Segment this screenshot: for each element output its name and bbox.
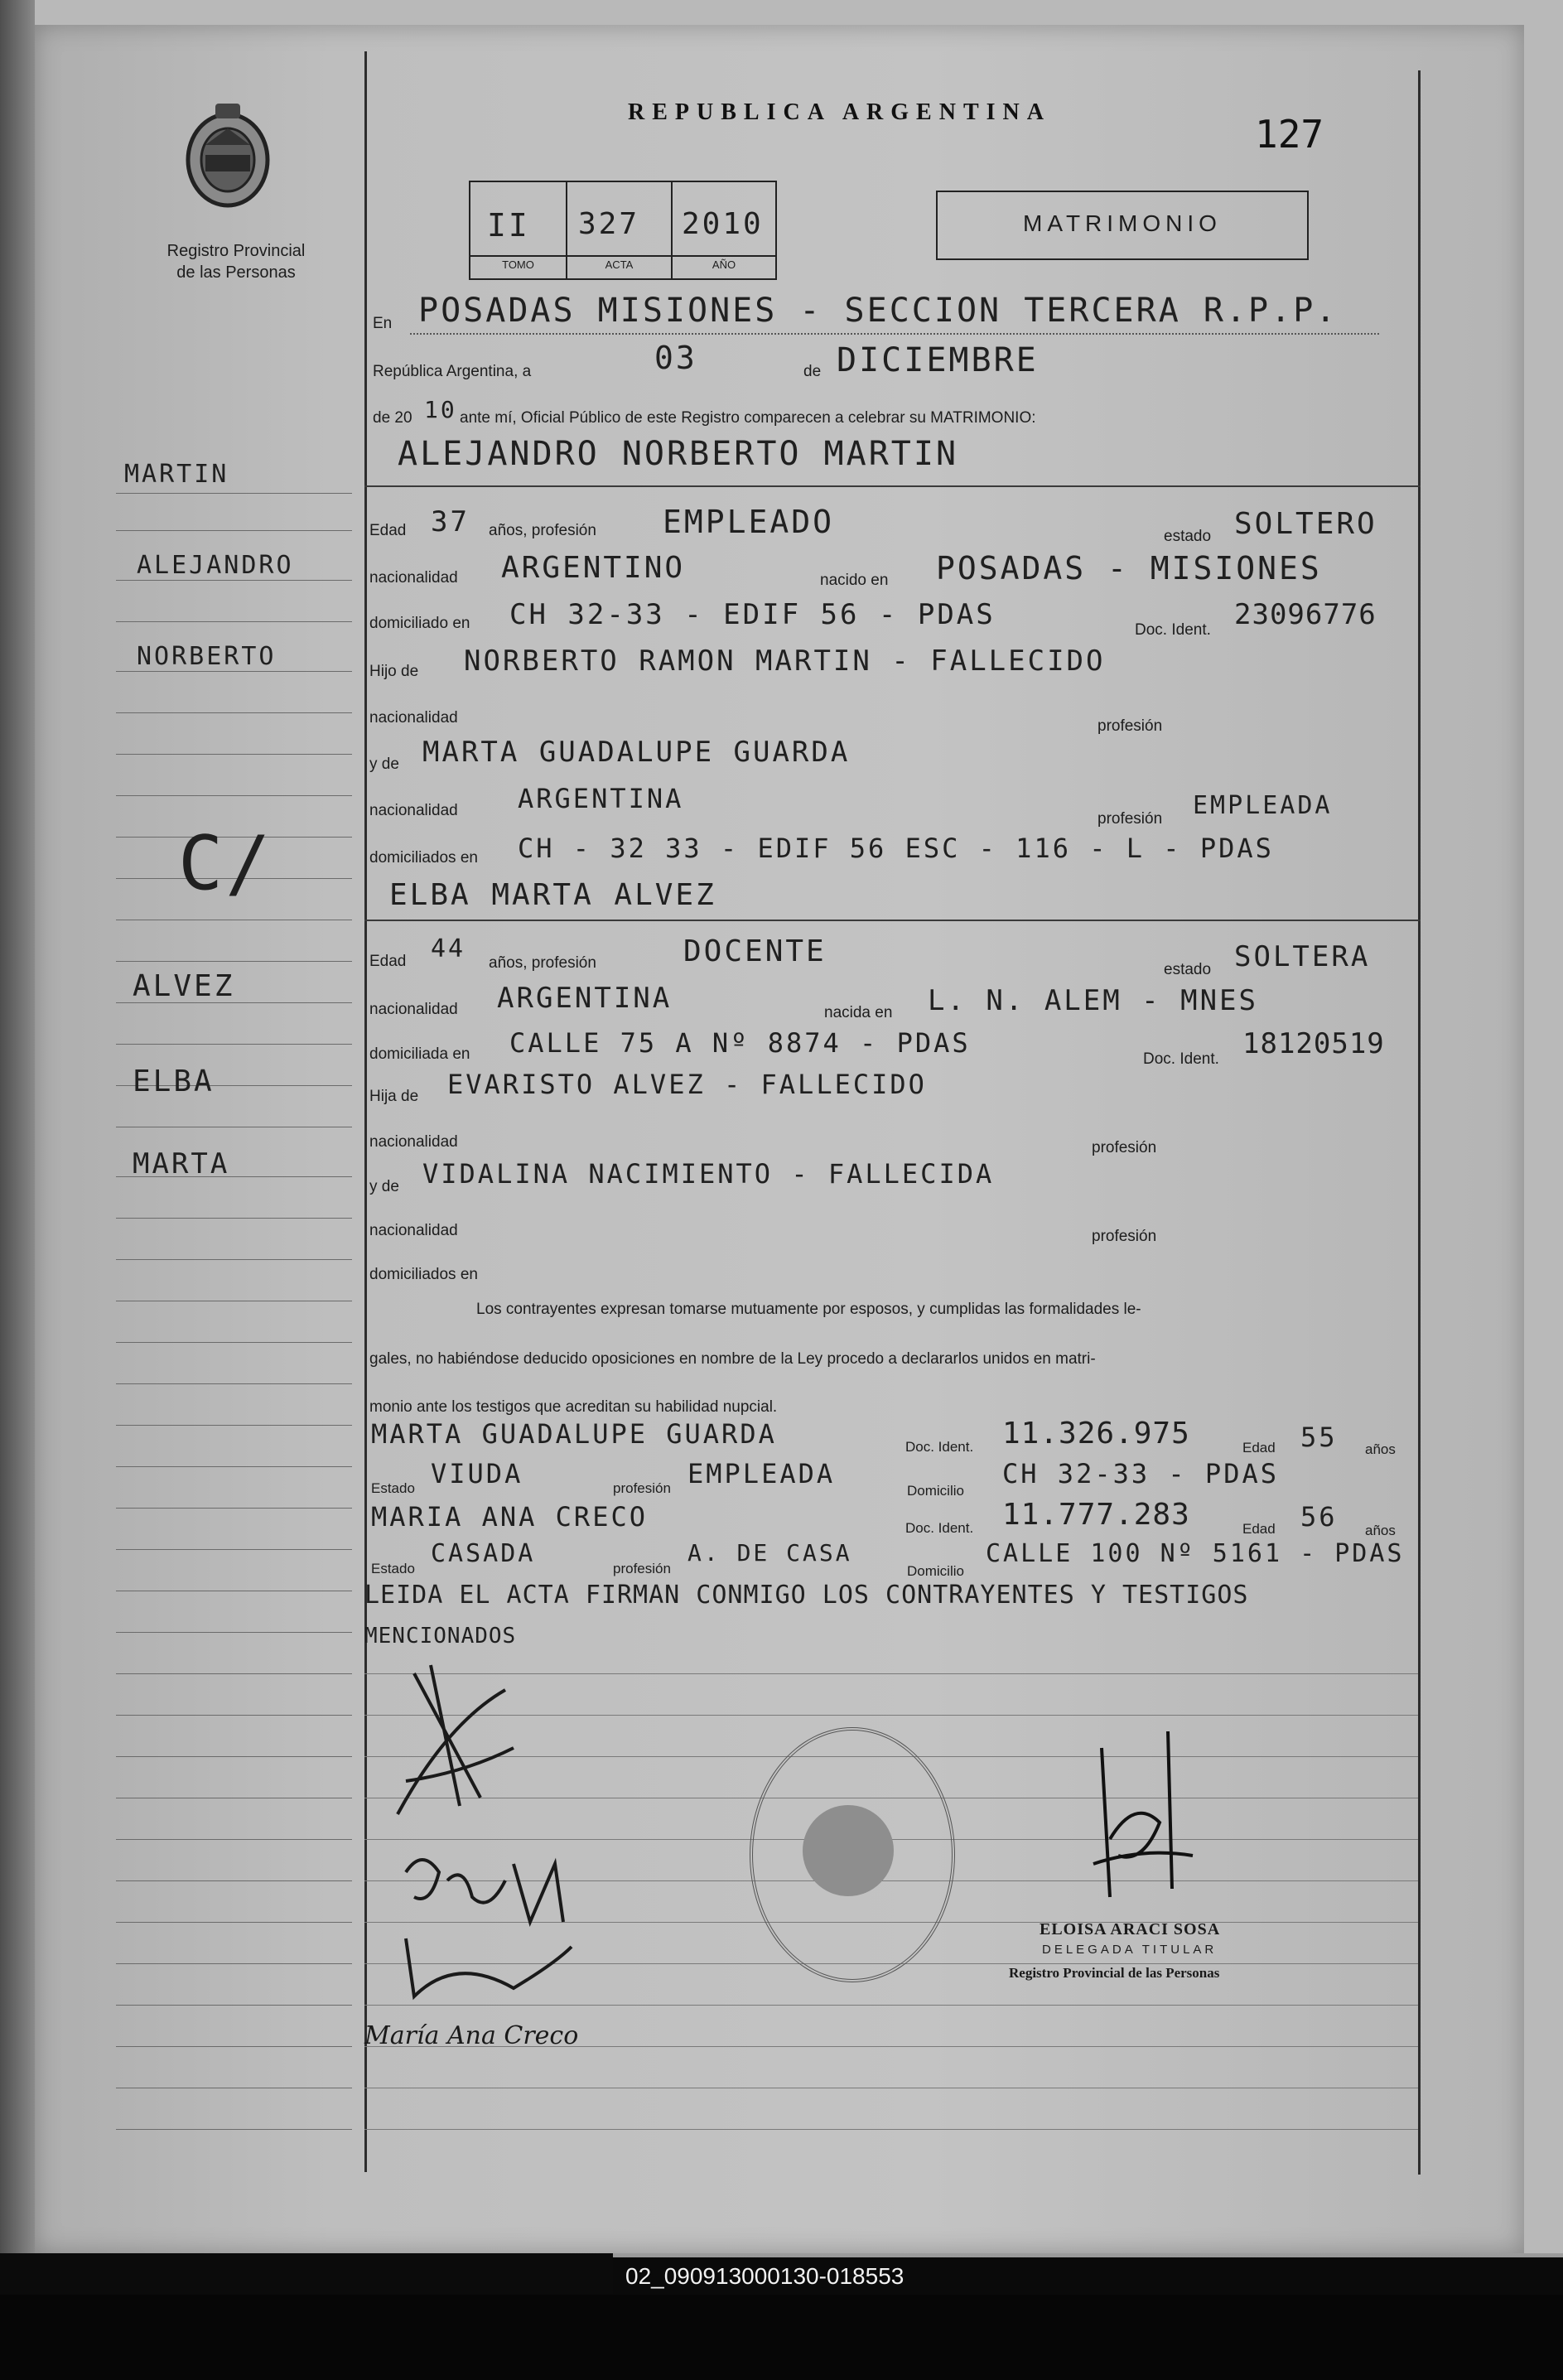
bride-madre: VIDALINA NACIMIENTO - FALLECIDA bbox=[422, 1158, 995, 1190]
witness1-doc-label: Doc. Ident. bbox=[905, 1439, 974, 1455]
witness2-doc-label: Doc. Ident. bbox=[905, 1520, 974, 1536]
bride-hija-label: Hija de bbox=[369, 1088, 419, 1105]
statement-text: ante mí, Oficial Público de este Registro comparecen a celebrar su MATRIMONIO: bbox=[460, 409, 1036, 427]
witness2-doc: 11.777.283 bbox=[1002, 1498, 1190, 1532]
witness1-profesion: EMPLEADA bbox=[687, 1458, 836, 1489]
witness2-domicilio-label: Domicilio bbox=[907, 1563, 964, 1579]
act-type: MATRIMONIO bbox=[1023, 210, 1222, 236]
groom-madre-profesion: EMPLEADA bbox=[1193, 791, 1333, 820]
witness2-edad-label: Edad bbox=[1242, 1521, 1276, 1537]
groom-madre-profesion-label: profesión bbox=[1097, 810, 1163, 828]
bride-profesion-label: años, profesión bbox=[489, 954, 596, 972]
day-value: 03 bbox=[654, 340, 697, 376]
groom-domicilio: CH 32-33 - EDIF 56 - PDAS bbox=[509, 598, 996, 631]
witness1-edad-label: Edad bbox=[1242, 1440, 1276, 1456]
signature-witness2: María Ana Creco bbox=[364, 2021, 579, 2050]
groom-edad-label: Edad bbox=[369, 522, 407, 539]
witness2-domicilio: CALLE 100 Nº 5161 - PDAS bbox=[986, 1539, 1405, 1568]
bride-nacida-label: nacida en bbox=[824, 1004, 893, 1021]
page-number: 127 bbox=[1255, 112, 1324, 157]
officer-registry: Registro Provincial de las Personas bbox=[1009, 1965, 1220, 1981]
registry-name-line1: Registro Provincial bbox=[166, 242, 306, 260]
bride-yde-label: y de bbox=[369, 1178, 399, 1195]
groom-domiciliados-label: domiciliados en bbox=[369, 849, 478, 867]
bride-estado: SOLTERA bbox=[1234, 940, 1371, 973]
tomo-label: TOMO bbox=[502, 258, 534, 271]
groom-padre: NORBERTO RAMON MARTIN - FALLECIDO bbox=[464, 644, 1106, 678]
closing-line2: MENCIONADOS bbox=[364, 1624, 517, 1649]
margin-note-bride-name2: MARTA bbox=[133, 1147, 230, 1180]
bride-nacionalidad-label: nacionalidad bbox=[369, 1001, 458, 1018]
groom-madre-nacionalidad: ARGENTINA bbox=[518, 783, 684, 814]
margin-note-name2: NORBERTO bbox=[137, 642, 277, 671]
acta-label: ACTA bbox=[605, 258, 634, 271]
declaration-line2: gales, no habiéndose deducido oposiciones en nombre de la Ley procedo a declararlos unidos en matri- bbox=[369, 1350, 1096, 1368]
groom-profesion: EMPLEADO bbox=[663, 504, 835, 540]
footer-id-bar bbox=[613, 2257, 1563, 2295]
bride-profesion: DOCENTE bbox=[683, 934, 827, 968]
anio-label: AÑO bbox=[712, 258, 736, 271]
groom-hijo-label: Hijo de bbox=[369, 663, 419, 680]
republica-label: República Argentina, a bbox=[373, 363, 532, 380]
acta-value: 327 bbox=[578, 207, 640, 241]
year-suffix: 10 bbox=[424, 396, 457, 423]
witness1-estado: VIUDA bbox=[431, 1458, 523, 1489]
witness2-estado: CASADA bbox=[431, 1539, 536, 1568]
groom-yde-label: y de bbox=[369, 756, 399, 773]
groom-estado-label: estado bbox=[1164, 528, 1212, 545]
place-value: POSADAS MISIONES - SECCION TERCERA R.P.P. bbox=[418, 292, 1339, 330]
groom-edad: 37 bbox=[431, 505, 470, 538]
scan-black-area bbox=[0, 2253, 613, 2295]
officer-name: ELOISA ARACI SOSA bbox=[1040, 1920, 1221, 1938]
witness2-name: MARIA ANA CRECO bbox=[371, 1501, 648, 1533]
coat-of-arms-icon bbox=[174, 95, 282, 220]
margin-note-name1: ALEJANDRO bbox=[137, 551, 294, 580]
de-label: de bbox=[803, 363, 822, 380]
year-prefix: de 20 bbox=[373, 409, 412, 427]
bride-estado-label: estado bbox=[1164, 961, 1212, 978]
bride-edad: 44 bbox=[431, 934, 466, 963]
witness2-edad: 56 bbox=[1300, 1501, 1338, 1533]
groom-estado: SOLTERO bbox=[1234, 507, 1377, 541]
margin-note-con: C/ bbox=[178, 820, 273, 907]
place-line bbox=[410, 333, 1379, 335]
bride-domicilio-label: domiciliada en bbox=[369, 1045, 470, 1063]
anio-value: 2010 bbox=[682, 207, 764, 241]
witness2-profesion: A. DE CASA bbox=[687, 1539, 852, 1567]
witness1-domicilio-label: Domicilio bbox=[907, 1483, 964, 1499]
bride-doc: 18120519 bbox=[1242, 1027, 1385, 1060]
month-value: DICIEMBRE bbox=[837, 341, 1039, 379]
bride-domicilio: CALLE 75 A Nº 8874 - PDAS bbox=[509, 1027, 971, 1059]
closing-line1: LEIDA EL ACTA FIRMAN CONMIGO LOS CONTRAYENTES Y TESTIGOS bbox=[364, 1581, 1249, 1610]
signature-bride bbox=[389, 1847, 605, 2005]
book-edge bbox=[0, 0, 35, 2295]
witness1-profesion-label: profesión bbox=[613, 1480, 671, 1496]
groom-padre-nacionalidad-label: nacionalidad bbox=[369, 709, 458, 727]
groom-madre: MARTA GUADALUPE GUARDA bbox=[422, 736, 851, 769]
officer-title: DELEGADA TITULAR bbox=[1042, 1943, 1218, 1957]
groom-profesion-label: años, profesión bbox=[489, 522, 596, 539]
en-label: En bbox=[373, 315, 393, 332]
bride-fullname: ELBA MARTA ALVEZ bbox=[389, 878, 716, 912]
witness2-estado-label: Estado bbox=[371, 1561, 415, 1576]
margin-note-surname: MARTIN bbox=[124, 460, 229, 489]
margin-note-bride-surname: ALVEZ bbox=[133, 969, 235, 1003]
divider-bride bbox=[364, 920, 1421, 921]
bride-padre: EVARISTO ALVEZ - FALLECIDO bbox=[447, 1069, 927, 1100]
witness2-profesion-label: profesión bbox=[613, 1561, 671, 1576]
groom-doc-label: Doc. Ident. bbox=[1135, 621, 1211, 639]
witness2-anos-label: años bbox=[1365, 1523, 1396, 1538]
groom-nacido: POSADAS - MISIONES bbox=[936, 550, 1322, 587]
bride-madre-nacionalidad-label: nacionalidad bbox=[369, 1222, 458, 1239]
official-seal-stamp bbox=[750, 1727, 955, 1982]
registry-name-line2: de las Personas bbox=[176, 263, 296, 282]
groom-domicilio-label: domiciliado en bbox=[369, 615, 470, 632]
signature-officer bbox=[1077, 1731, 1201, 1922]
bride-madre-profesion-label: profesión bbox=[1092, 1228, 1157, 1245]
act-type-box bbox=[936, 191, 1309, 260]
groom-nacionalidad: ARGENTINO bbox=[501, 551, 686, 585]
country-title: REPUBLICA ARGENTINA bbox=[628, 99, 1051, 125]
witness1-name: MARTA GUADALUPE GUARDA bbox=[371, 1418, 777, 1450]
bride-edad-label: Edad bbox=[369, 953, 407, 970]
groom-domiciliados: CH - 32 33 - EDIF 56 ESC - 116 - L - PDAS bbox=[518, 833, 1274, 864]
groom-madre-nacionalidad-label: nacionalidad bbox=[369, 802, 458, 819]
bride-doc-label: Doc. Ident. bbox=[1143, 1050, 1219, 1068]
declaration-line3: monio ante los testigos que acreditan su habilidad nupcial. bbox=[369, 1398, 778, 1416]
divider-groom bbox=[364, 485, 1421, 487]
witness1-estado-label: Estado bbox=[371, 1480, 415, 1496]
act-id-box bbox=[469, 181, 777, 280]
bride-padre-nacionalidad-label: nacionalidad bbox=[369, 1133, 458, 1151]
witness1-anos-label: años bbox=[1365, 1441, 1396, 1457]
witness1-edad: 55 bbox=[1300, 1422, 1338, 1453]
signature-groom-mark bbox=[381, 1657, 530, 1822]
declaration-line1: Los contrayentes expresan tomarse mutuamente por esposos, y cumplidas las formalidades le- bbox=[476, 1301, 1141, 1318]
groom-padre-profesion-label: profesión bbox=[1097, 717, 1163, 735]
groom-fullname: ALEJANDRO NORBERTO MARTIN bbox=[398, 435, 959, 473]
groom-nacido-label: nacido en bbox=[820, 572, 889, 589]
groom-nacionalidad-label: nacionalidad bbox=[369, 569, 458, 587]
footer-id: 02_090913000130-018553 bbox=[625, 2263, 905, 2289]
witness1-domicilio: CH 32-33 - PDAS bbox=[1002, 1458, 1279, 1489]
bride-domiciliados-label: domiciliados en bbox=[369, 1266, 478, 1283]
right-frame-line bbox=[1418, 70, 1421, 2175]
margin-note-bride-name1: ELBA bbox=[133, 1064, 215, 1098]
tomo-value: II bbox=[487, 207, 530, 244]
groom-doc: 23096776 bbox=[1234, 598, 1377, 631]
bride-padre-profesion-label: profesión bbox=[1092, 1139, 1157, 1156]
witness1-doc: 11.326.975 bbox=[1002, 1417, 1190, 1451]
left-frame-line bbox=[364, 51, 367, 2172]
bride-nacida: L. N. ALEM - MNES bbox=[928, 984, 1258, 1017]
bride-nacionalidad: ARGENTINA bbox=[497, 982, 673, 1015]
